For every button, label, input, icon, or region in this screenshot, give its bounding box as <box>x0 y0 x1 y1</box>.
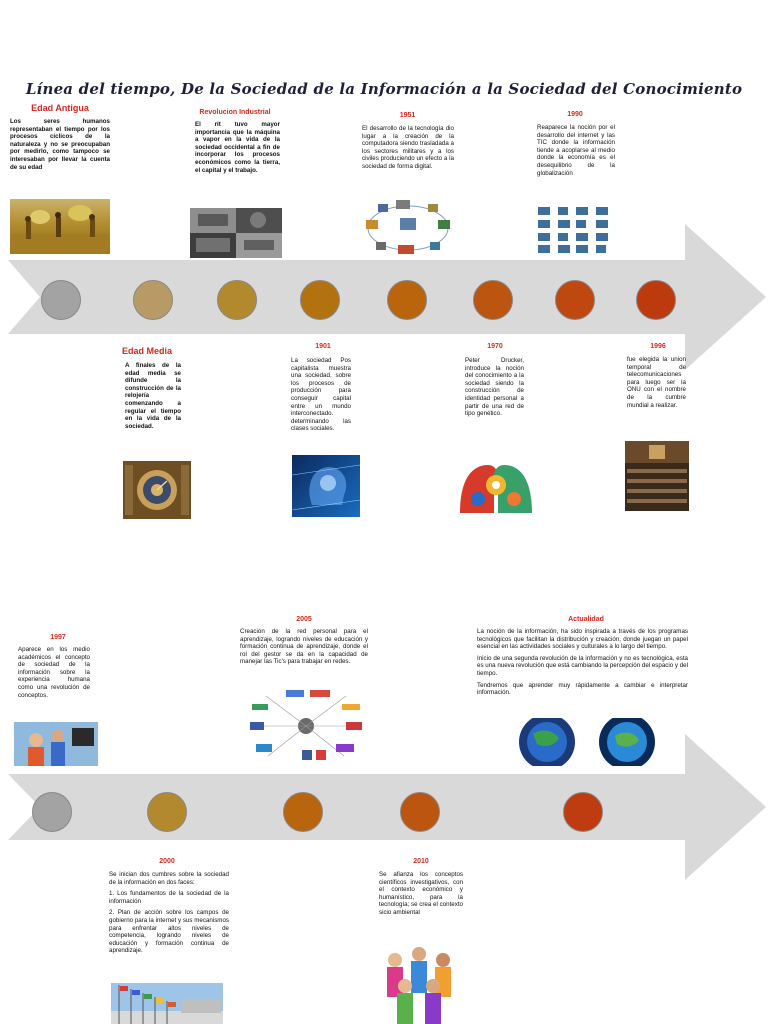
year-label-edad-media: Edad Media <box>122 346 173 356</box>
timeline-dot-1951 <box>387 280 427 320</box>
entry-text-1996: fue elegida la union temporal de telecomunicaciones para luego ser la ONU con el nombre de la cumbre mundial a realizar. <box>627 356 686 409</box>
image-digital-head <box>292 455 360 517</box>
timeline-dot-1990 <box>555 280 595 320</box>
timeline-dot-2005 <box>283 792 323 832</box>
timeline-dot-1970 <box>473 280 513 320</box>
image-harvest <box>10 199 110 254</box>
timeline-dot-1997 <box>32 792 72 832</box>
timeline-dot-edad-media <box>133 280 173 320</box>
image-un-assembly <box>625 441 689 511</box>
2000-paragraph-1: Se inician dos cumbres sobre la sociedad de la información en dos faces: <box>109 871 229 886</box>
2000-paragraph-2: 1. Los fundamentos de la sociedad de la información <box>109 890 229 905</box>
year-label-1990: 1990 <box>567 111 583 118</box>
entry-text-2000 <box>109 871 229 959</box>
timeline-dot-actualidad <box>563 792 603 832</box>
entry-text-actualidad <box>477 628 688 701</box>
2000-paragraph-3: 2. Plan de acción sobre los campos de gobierno para la internet y sus mecanismos para enfrentar altos niveles de competencia, logrando niveles de educación y formación continua de aprendizaje. <box>109 909 229 955</box>
year-label-1997: 1997 <box>50 634 66 641</box>
page-title: Línea del tiempo, De la Sociedad de la Información a la Sociedad del Conocimiento <box>25 80 743 98</box>
image-students-computer <box>14 722 98 766</box>
image-people-group <box>381 940 457 1024</box>
timeline-dot-1901 <box>300 280 340 320</box>
entry-text-1951: El desarrollo de la tecnología dio lugar a la creación de la computadora siendo trasladada a los sectores militares y a los civiles produciendo un efecto a la sociedad de forma digital. <box>362 125 454 170</box>
year-label-1951: 1951 <box>399 112 416 119</box>
timeline-dot-1996 <box>636 280 676 320</box>
image-network-tools <box>246 686 366 764</box>
year-label-edad-antigua: Edad Antigua <box>31 103 89 113</box>
actualidad-paragraph-1: La noción de la información, ha sido inspirada a través de los programas tecnológicos que facilitan la distribución y creación, donde juegan un papel esencial en las actividades sociales y culturales a lo largo del tiempo. <box>477 628 688 651</box>
image-factory <box>190 208 282 258</box>
entry-text-1901: La sociedad Pos capitalista muestra una sociedad, sobre los procesos de producción para conseguir capital entre un mundo interconectado. determinando las clases sociales. <box>291 357 351 433</box>
entry-text-1970: Peter Drucker, introduce la noción del conocimiento a la sociedad siendo la construcción de identidad personal a partir de una red de tipo genético. <box>465 357 524 418</box>
image-gear-heads <box>458 459 534 514</box>
timeline-dot-2000 <box>147 792 187 832</box>
year-label-actualidad: Actualidad <box>568 616 604 623</box>
entry-text-revolucion-industrial: El rit tuvo mayor importancia que la máquina a vapor en la vida de la sociedad occidental a fin de incorporar los procesos económicos como la tierra, el capital y el trabajo. <box>195 121 280 174</box>
year-label-2010: 2010 <box>413 858 429 865</box>
timeline-dot-edad-antigua <box>41 280 81 320</box>
year-label-1901: 1901 <box>315 343 331 350</box>
entry-text-2010: Se afianza los conceptos científicos investigativos, con el contexto económico y humanístico, para la tecnología; se crea el contexto sicio ambiental <box>379 871 463 916</box>
year-label-1970: 1970 <box>487 343 503 350</box>
timeline-dot-2010 <box>400 792 440 832</box>
image-computer-network <box>360 198 456 258</box>
entry-text-1997: Aparece en los medio académicos el concepto de sociedad de la información sobre la experiencia humana como una revolución de conceptos. <box>18 646 90 699</box>
actualidad-paragraph-3: Tendremos que aprender muy rápidamente a cambiar e interpretar información. <box>477 681 688 697</box>
entry-text-1990: Reaparece la noción por el desarrollo del internet y las TIC donde la información tiende a acoplarse al medio donde la economía es el desequilibrio de la globalización <box>537 124 615 177</box>
image-astronomical-clock <box>123 461 191 519</box>
year-label-1996: 1996 <box>650 343 666 350</box>
year-label-2000: 2000 <box>159 858 175 865</box>
entry-text-edad-media: A finales de la edad media se difunde la construcción de la relojería comenzando a regular el tiempo en la vida de la sociedad. <box>125 362 181 430</box>
timeline-dot-revolucion-industrial <box>217 280 257 320</box>
image-tech-icons <box>536 205 614 255</box>
year-label-2005: 2005 <box>296 616 312 623</box>
year-label-revolucion-industrial: Revolucion Industrial <box>199 109 271 116</box>
image-globes <box>505 718 665 766</box>
image-flags-building <box>111 983 223 1024</box>
actualidad-paragraph-2: Inicio de una segunda revolución de la información y no es tecnológica, esta es una nueva revolución que está cambiando la percepción del espacio y del tiempo. <box>477 654 688 677</box>
entry-text-edad-antigua: Los seres humanos representaban el tiempo por los procesos cíclicos de la naturaleza y no se preocupaban por medirlo, como tampoco se interesaban por llevar la cuenta de su edad <box>10 118 110 171</box>
entry-text-2005: Creación de la red personal para el aprendizaje, logrando niveles de educación y formación continua de aprendizaje, donde el rol del gestor se da en la capacidad de manejar las Tic's para trabajar en redes. <box>240 628 368 666</box>
